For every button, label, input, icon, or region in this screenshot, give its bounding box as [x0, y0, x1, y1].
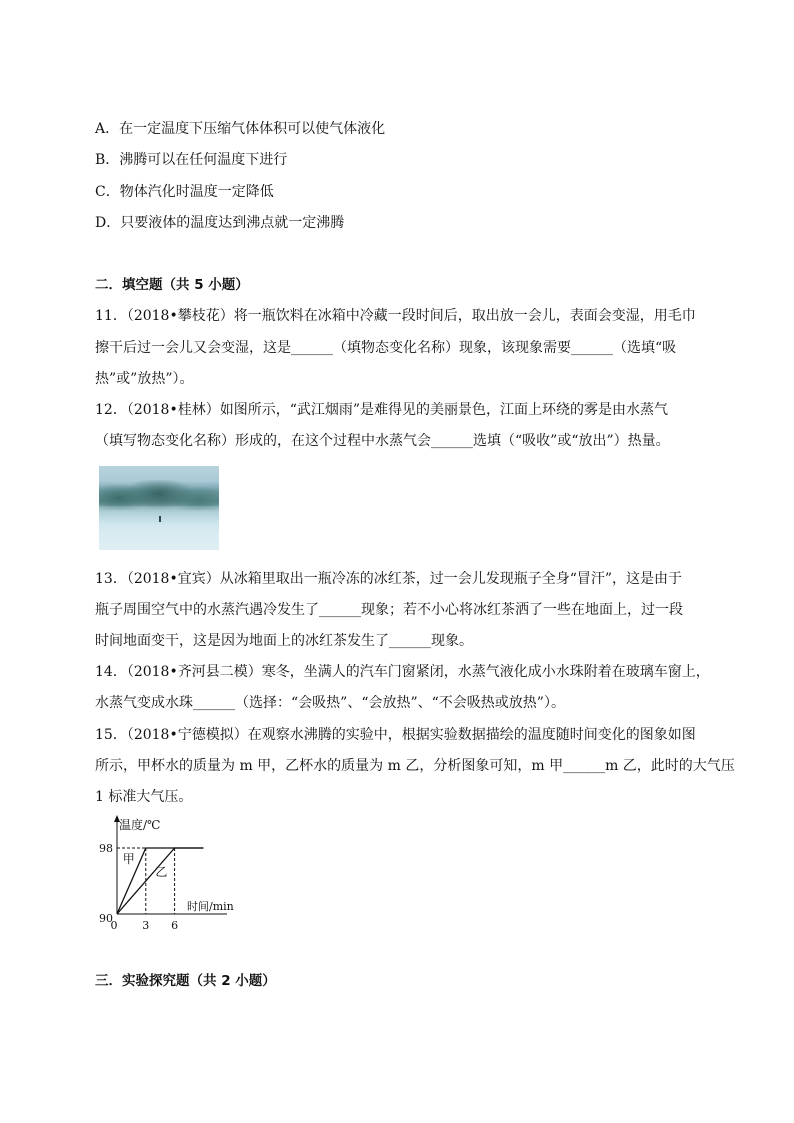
- temperature-time-graph: [97, 812, 237, 934]
- series-label-jia: 甲: [122, 851, 135, 866]
- q15-line-3: 1 标准大气压。: [95, 789, 193, 805]
- option-c: C．物体汽化时温度一定降低: [95, 184, 274, 200]
- photo-person: [159, 516, 161, 522]
- q13-line-2: 瓶子周围空气中的水蒸汽遇冷发生了______现象；若不小心将冰红茶洒了一些在地面上，过一段: [95, 602, 683, 618]
- photo-mist: [99, 506, 219, 550]
- q11-line-2: 擦干后过一会儿又会变湿，这是______（填物态变化名称）现象，该现象需要______（选填“吸: [95, 340, 677, 356]
- option-a: A．在一定温度下压缩气体体积可以使气体液化: [95, 121, 386, 137]
- x-axis-label: 时间/min: [187, 900, 234, 913]
- section-3-heading: 三．实验探究题（共 2 小题）: [95, 973, 276, 989]
- series-label-yi: 乙: [155, 865, 168, 880]
- q12-line-1: 12．（2018•桂林）如图所示，“武江烟雨”是难得见的美丽景色，江面上环绕的雾是由水蒸气: [95, 402, 669, 418]
- q14-line-1: 14．（2018•齐河县二模）寒冬，坐满人的汽车门窗紧闭，水蒸气液化成小水珠附着在玻璃车窗上，: [95, 664, 710, 680]
- y-tick-98: 98: [99, 842, 113, 855]
- x-tick-6: 6: [171, 919, 179, 932]
- section-2-heading: 二．填空题（共 5 小题）: [95, 277, 249, 293]
- misty-river-photo: [99, 466, 219, 550]
- y-tick-90: 90: [99, 912, 113, 925]
- x-tick-0: 0: [110, 919, 118, 932]
- q14-line-2: 水蒸气变成水珠______（选择：“会吸热”、“会放热”、“不会吸热或放热”）。: [95, 695, 565, 711]
- x-tick-3: 3: [142, 919, 150, 932]
- q11-line-1: 11．（2018•攀枝花）将一瓶饮料在冰箱中冷藏一段时间后，取出放一会儿，表面会变湿，用毛巾: [95, 308, 696, 324]
- q15-line-1: 15．（2018•宁德模拟）在观察水沸腾的实验中，根据实验数据描绘的温度随时间变化的图象如图: [95, 727, 696, 743]
- q15-line-2: 所示，甲杯水的质量为 m 甲，乙杯水的质量为 m 乙，分析图象可知，m 甲______m 乙，此时的大气压: [95, 758, 735, 774]
- y-axis-label: 温度/℃: [119, 818, 161, 832]
- q13-line-3: 时间地面变干，这是因为地面上的冰红茶发生了______现象。: [95, 633, 473, 649]
- option-b: B．沸腾可以在任何温度下进行: [95, 152, 288, 168]
- option-d: D．只要液体的温度达到沸点就一定沸腾: [95, 215, 345, 231]
- q13-line-1: 13．（2018•宜宾）从冰箱里取出一瓶冷冻的冰红茶，过一会儿发现瓶子全身“冒汗”，这是由于: [95, 571, 683, 587]
- q11-line-3: 热”或”放热”）。: [95, 371, 194, 387]
- q12-line-2: （填写物态变化名称）形成的，在这个过程中水蒸气会______选填（“吸收”或“放出”）热量。: [95, 433, 670, 449]
